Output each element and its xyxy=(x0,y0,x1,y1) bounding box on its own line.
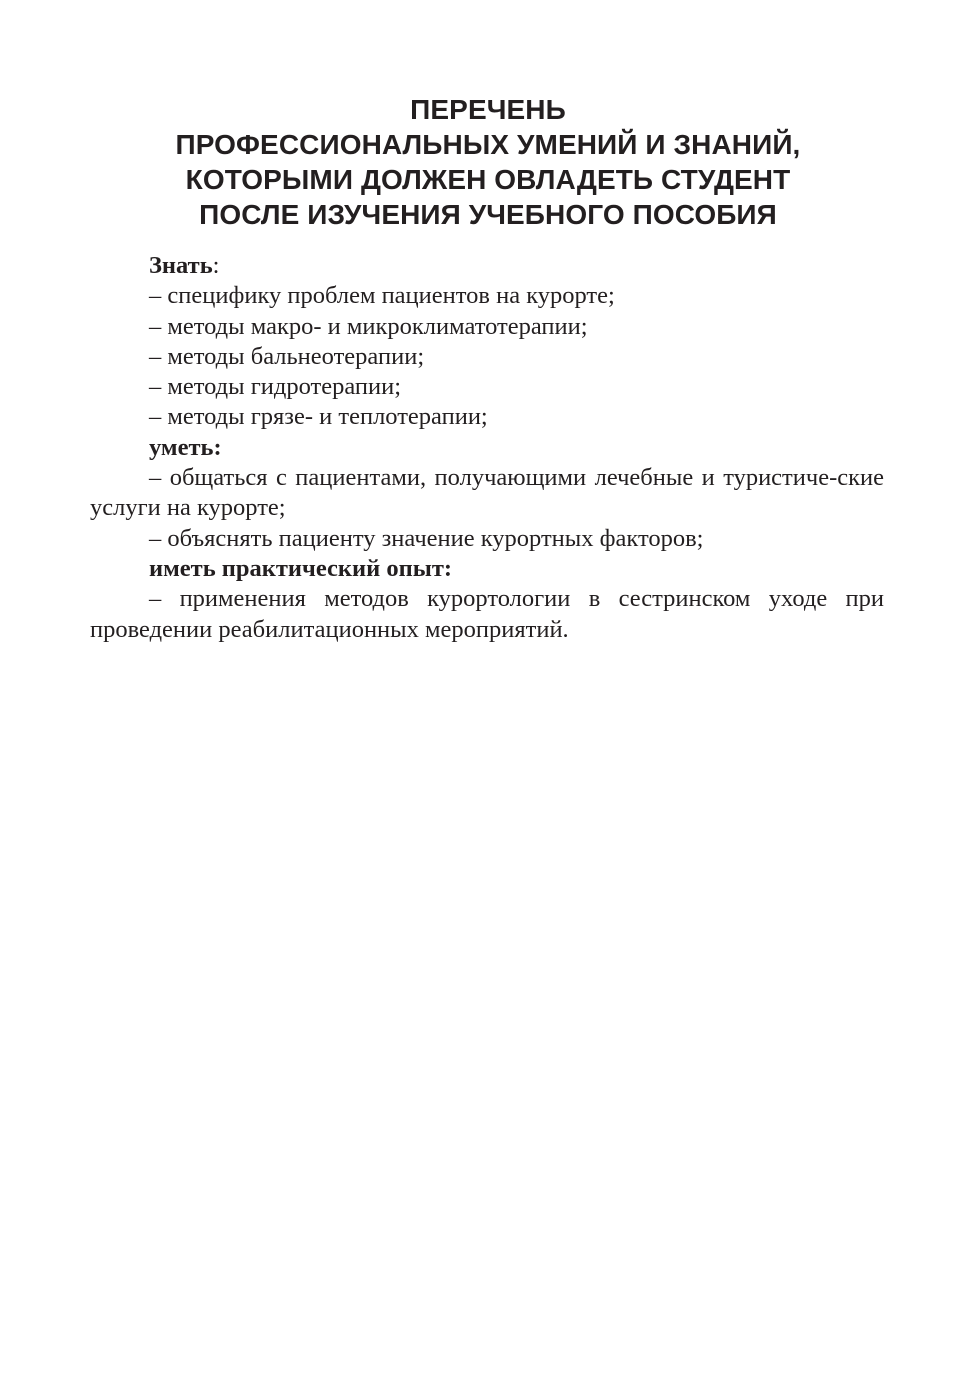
know-item: – методы грязе- и теплотерапии; xyxy=(149,403,488,431)
know-heading xyxy=(90,251,884,281)
title-line-2: ПРОФЕССИОНАЛЬНЫХ УМЕНИЙ И ЗНАНИЙ, xyxy=(175,129,801,160)
able-item: – объяснять пациенту значение курортных факторов; xyxy=(149,524,704,552)
know-item: – методы бальнеотерапии; xyxy=(149,342,425,370)
know-item: – специфику проблем пациентов на курорте; xyxy=(149,282,615,310)
experience-heading: иметь практический опыт: xyxy=(149,554,453,582)
know-item: – методы гидротерапии; xyxy=(149,373,402,401)
title-line-4: ПОСЛЕ ИЗУЧЕНИЯ УЧЕБНОГО ПОСОБИЯ xyxy=(199,199,777,230)
page-title xyxy=(88,92,888,232)
experience-item: – применения методов курортологии в сестринском уходе при проведении реабилитационных мероприятий. xyxy=(90,585,884,643)
know-item: – методы макро- и микроклиматотерапии; xyxy=(149,312,588,340)
title-line-1: ПЕРЕЧЕНЬ xyxy=(410,94,566,125)
know-heading-label: Знать xyxy=(149,252,213,279)
able-item: – общаться с пациентами, получающими лечебные и туристиче-ские услуги на курорте; xyxy=(90,464,884,522)
know-heading-colon: : xyxy=(212,252,220,279)
competency-list xyxy=(90,251,884,645)
title-line-3: КОТОРЫМИ ДОЛЖЕН ОВЛАДЕТЬ СТУДЕНТ xyxy=(185,164,791,195)
able-heading: уметь: xyxy=(149,433,222,461)
